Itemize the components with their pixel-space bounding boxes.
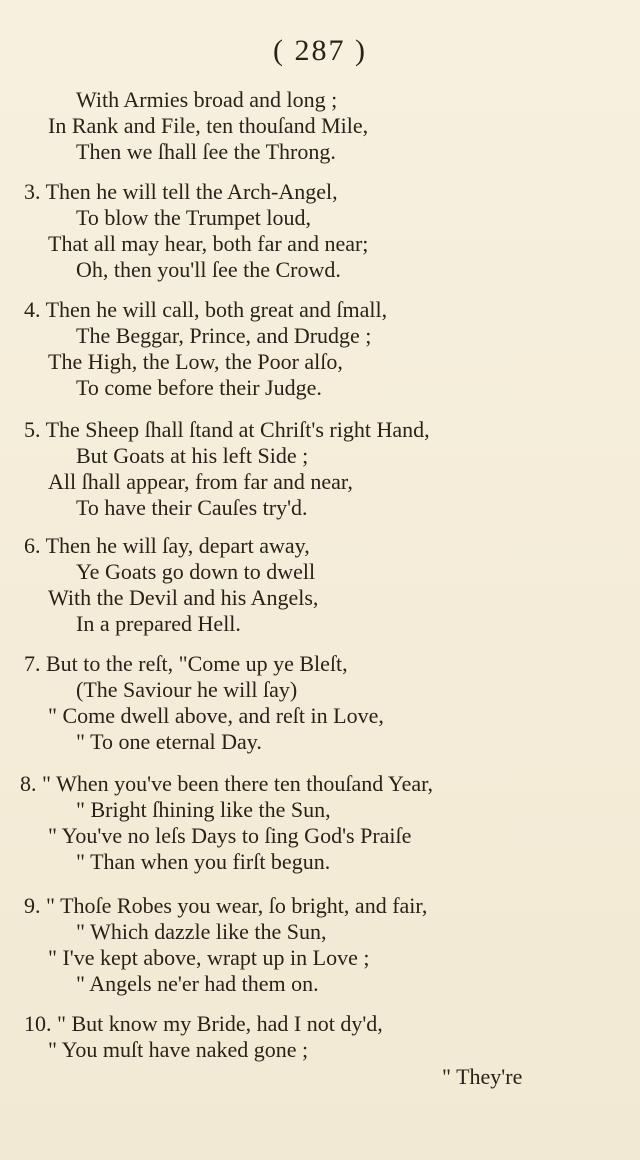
poem-line: " Come dwell above, and reſt in Love, bbox=[48, 703, 384, 728]
poem-line: That all may hear, both far and near; bbox=[48, 231, 369, 256]
poem-line: But Goats at his left Side ; bbox=[76, 443, 309, 468]
poem-line: Then we ſhall ſee the Throng. bbox=[76, 139, 336, 164]
poem-line: With the Devil and his Angels, bbox=[48, 585, 319, 610]
poem-line: In a prepared Hell. bbox=[76, 611, 241, 636]
poem-line: 10. " But know my Bride, had I not dy'd, bbox=[24, 1011, 383, 1036]
poem-line: 7. But to the reſt, "Come up ye Bleſt, bbox=[24, 651, 348, 676]
poem-line: " Which dazzle like the Sun, bbox=[76, 919, 327, 944]
poem-line: 6. Then he will ſay, depart away, bbox=[24, 533, 310, 558]
poem-line: 8. " When you've been there ten thouſand Year, bbox=[20, 771, 434, 796]
page-number: ( 287 ) bbox=[273, 34, 367, 67]
poem-line: " You muſt have naked gone ; bbox=[48, 1037, 309, 1062]
poem-line: The High, the Low, the Poor alſo, bbox=[48, 349, 343, 374]
poem-line: With Armies broad and long ; bbox=[76, 87, 338, 112]
poem-line: In Rank and File, ten thouſand Mile, bbox=[48, 113, 369, 138]
poem-line: All ſhall appear, from far and near, bbox=[48, 469, 353, 494]
poem-line: Ye Goats go down to dwell bbox=[76, 559, 316, 584]
poem-line: To come before their Judge. bbox=[76, 375, 322, 400]
poem-line: " Bright ſhining like the Sun, bbox=[76, 797, 331, 822]
catchword: " They're bbox=[442, 1064, 523, 1089]
poem-line: " Than when you firſt begun. bbox=[76, 849, 331, 874]
poem-line: " To one eternal Day. bbox=[76, 729, 262, 754]
poem-line: 3. Then he will tell the Arch-Angel, bbox=[24, 179, 338, 204]
poem-line: (The Saviour he will ſay) bbox=[76, 677, 298, 702]
poem-line: Oh, then you'll ſee the Crowd. bbox=[76, 257, 341, 282]
poem-line: 4. Then he will call, both great and ſmall, bbox=[24, 297, 388, 322]
poem-line: " Angels ne'er had them on. bbox=[76, 971, 319, 996]
poem-line: The Beggar, Prince, and Drudge ; bbox=[76, 323, 372, 348]
poem-line: 5. The Sheep ſhall ſtand at Chriſt's right Hand, bbox=[24, 417, 430, 442]
poem-line: " I've kept above, wrapt up in Love ; bbox=[48, 945, 370, 970]
poem-line: 9. " Thoſe Robes you wear, ſo bright, and fair, bbox=[24, 893, 428, 918]
poem-line: " You've no leſs Days to ſing God's Praiſe bbox=[48, 823, 412, 848]
poem-line: To blow the Trumpet loud, bbox=[76, 205, 311, 230]
poem-line: To have their Cauſes try'd. bbox=[76, 495, 308, 520]
